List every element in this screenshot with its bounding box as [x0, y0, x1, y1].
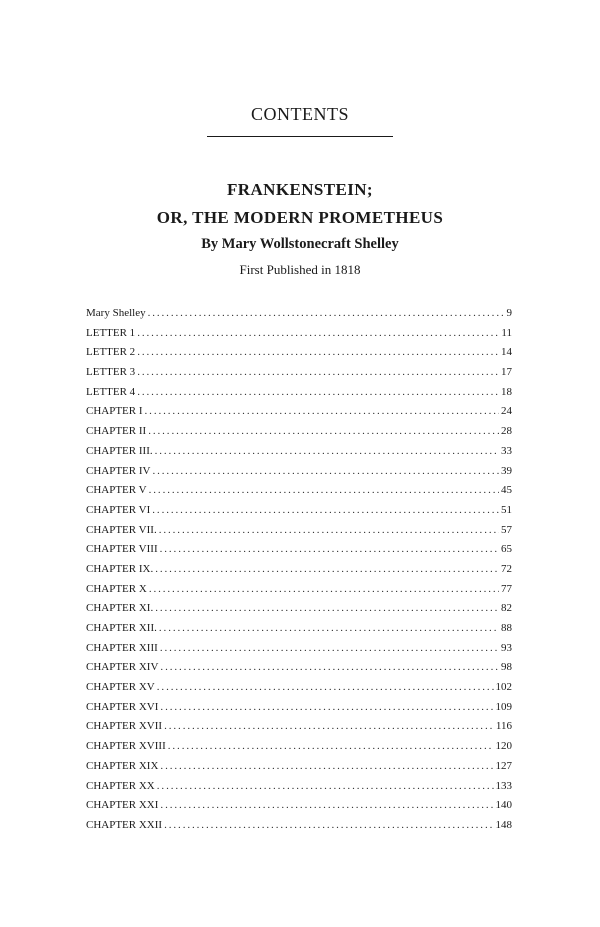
- toc-leader-dots: [149, 481, 499, 501]
- toc-entry[interactable]: [86, 777, 512, 797]
- toc-leader-dots: [164, 816, 493, 836]
- toc-entry-label: CHAPTER XV: [86, 681, 155, 694]
- toc-entry-label: CHAPTER III.: [86, 444, 153, 457]
- toc-leader-dots: [159, 521, 499, 541]
- toc-entry-page-number: 116: [495, 720, 512, 733]
- toc-leader-dots: [137, 324, 499, 344]
- toc-entry-label: CHAPTER XXI: [86, 799, 159, 812]
- toc-leader-dots: [157, 678, 494, 698]
- toc-entry-label: CHAPTER VI: [86, 503, 151, 516]
- toc-leader-dots: [155, 442, 499, 462]
- toc-entry[interactable]: [86, 619, 512, 639]
- toc-entry-page-number: 24: [501, 405, 512, 418]
- toc-entry-label: LETTER 3: [86, 366, 136, 379]
- toc-entry[interactable]: [86, 304, 512, 324]
- toc-entry[interactable]: [86, 481, 512, 501]
- toc-entry-label: CHAPTER XI.: [86, 602, 154, 615]
- toc-leader-dots: [149, 580, 499, 600]
- toc-leader-dots: [155, 560, 499, 580]
- toc-entry-label: CHAPTER II: [86, 425, 147, 438]
- toc-entry[interactable]: [86, 402, 512, 422]
- book-title: FRANKENSTEIN;: [227, 180, 373, 199]
- toc-entry-label: LETTER 2: [86, 346, 136, 359]
- toc-entry[interactable]: [86, 324, 512, 344]
- toc-entry[interactable]: [86, 442, 512, 462]
- toc-leader-dots: [148, 304, 505, 324]
- toc-entry-page-number: 133: [495, 779, 512, 792]
- toc-leader-dots: [160, 698, 493, 718]
- toc-leader-dots: [137, 343, 499, 363]
- toc-entry-label: CHAPTER XXII: [86, 818, 163, 831]
- toc-entry-label: CHAPTER XX: [86, 779, 155, 792]
- toc-entry-page-number: 28: [501, 425, 512, 438]
- toc-entry-page-number: 120: [495, 740, 512, 753]
- toc-entry[interactable]: [86, 560, 512, 580]
- toc-leader-dots: [159, 619, 499, 639]
- toc-leader-dots: [152, 501, 499, 521]
- toc-leader-dots: [145, 402, 499, 422]
- toc-entry[interactable]: [86, 757, 512, 777]
- toc-entry-page-number: 9: [506, 307, 512, 319]
- toc-entry-page-number: 109: [495, 700, 512, 713]
- toc-entry-page-number: 17: [501, 366, 512, 379]
- toc-entry[interactable]: [86, 343, 512, 363]
- toc-entry[interactable]: [86, 658, 512, 678]
- toc-entry-label: CHAPTER XIII: [86, 641, 158, 654]
- toc-entry-label: CHAPTER XII.: [86, 622, 157, 634]
- toc-entry-page-number: 148: [495, 818, 512, 831]
- toc-entry-label: CHAPTER VII.: [86, 523, 157, 536]
- toc-leader-dots: [148, 422, 499, 442]
- toc-entry-page-number: 140: [495, 799, 512, 812]
- toc-leader-dots: [168, 737, 494, 757]
- toc-leader-dots: [152, 462, 499, 482]
- toc-entry-page-number: 65: [501, 543, 512, 556]
- toc-entry-page-number: 45: [501, 484, 512, 497]
- toc-entry[interactable]: [86, 383, 512, 403]
- toc-entry-label: LETTER 1: [86, 326, 136, 339]
- toc-entry-page-number: 39: [501, 464, 512, 477]
- table-of-contents: [86, 304, 512, 836]
- toc-entry[interactable]: [86, 717, 512, 737]
- toc-entry[interactable]: [86, 639, 512, 659]
- toc-entry[interactable]: [86, 796, 512, 816]
- toc-entry-label: CHAPTER X: [86, 582, 147, 595]
- book-subtitle: OR, THE MODERN PROMETHEUS: [156, 208, 444, 227]
- toc-entry-page-number: 51: [501, 503, 512, 516]
- toc-leader-dots: [157, 777, 494, 797]
- toc-entry-label: Mary Shelley: [86, 307, 146, 319]
- toc-entry-page-number: 77: [501, 582, 512, 595]
- toc-entry[interactable]: [86, 599, 512, 619]
- toc-entry-page-number: 33: [501, 444, 512, 457]
- toc-leader-dots: [160, 639, 499, 659]
- toc-entry[interactable]: [86, 698, 512, 718]
- toc-leader-dots: [137, 383, 499, 403]
- contents-heading: CONTENTS: [251, 104, 349, 124]
- toc-entry-page-number: 93: [501, 641, 512, 654]
- toc-leader-dots: [160, 757, 493, 777]
- toc-entry-page-number: 11: [501, 326, 512, 339]
- toc-entry[interactable]: [86, 363, 512, 383]
- toc-entry[interactable]: [86, 540, 512, 560]
- toc-leader-dots: [155, 599, 499, 619]
- toc-entry-label: CHAPTER XIV: [86, 661, 159, 674]
- toc-entry-page-number: 72: [501, 562, 512, 575]
- toc-entry-label: CHAPTER IX.: [86, 562, 154, 575]
- toc-entry[interactable]: [86, 816, 512, 836]
- toc-entry[interactable]: [86, 737, 512, 757]
- toc-entry-page-number: 98: [501, 661, 512, 674]
- toc-entry-label: CHAPTER XIX: [86, 759, 159, 772]
- toc-leader-dots: [160, 658, 499, 678]
- toc-leader-dots: [160, 796, 493, 816]
- toc-entry-label: CHAPTER I: [86, 405, 143, 418]
- toc-entry[interactable]: [86, 678, 512, 698]
- toc-entry-page-number: 82: [501, 602, 512, 615]
- toc-entry[interactable]: [86, 462, 512, 482]
- author-line: By Mary Wollstonecraft Shelley: [201, 236, 399, 252]
- toc-entry-page-number: 88: [501, 622, 512, 634]
- toc-entry-label: LETTER 4: [86, 385, 136, 398]
- toc-leader-dots: [160, 540, 499, 560]
- toc-leader-dots: [164, 717, 494, 737]
- toc-entry[interactable]: [86, 580, 512, 600]
- toc-entry-page-number: 14: [501, 346, 512, 359]
- toc-entry-page-number: 57: [501, 523, 512, 536]
- toc-entry-label: CHAPTER XVI: [86, 700, 159, 713]
- toc-entry-label: CHAPTER V: [86, 484, 147, 497]
- toc-entry-label: CHAPTER XVIII: [86, 740, 166, 753]
- toc-entry[interactable]: [86, 422, 512, 442]
- heading-divider: [207, 136, 393, 137]
- toc-entry[interactable]: [86, 501, 512, 521]
- toc-entry-page-number: 102: [495, 681, 512, 694]
- toc-entry-label: CHAPTER XVII: [86, 720, 163, 733]
- toc-entry-page-number: 18: [501, 385, 512, 398]
- toc-entry[interactable]: [86, 521, 512, 541]
- toc-leader-dots: [137, 363, 499, 383]
- toc-entry-label: CHAPTER IV: [86, 464, 151, 477]
- toc-entry-label: CHAPTER VIII: [86, 543, 158, 556]
- publication-line: First Published in 1818: [239, 262, 361, 277]
- toc-entry-page-number: 127: [495, 759, 512, 772]
